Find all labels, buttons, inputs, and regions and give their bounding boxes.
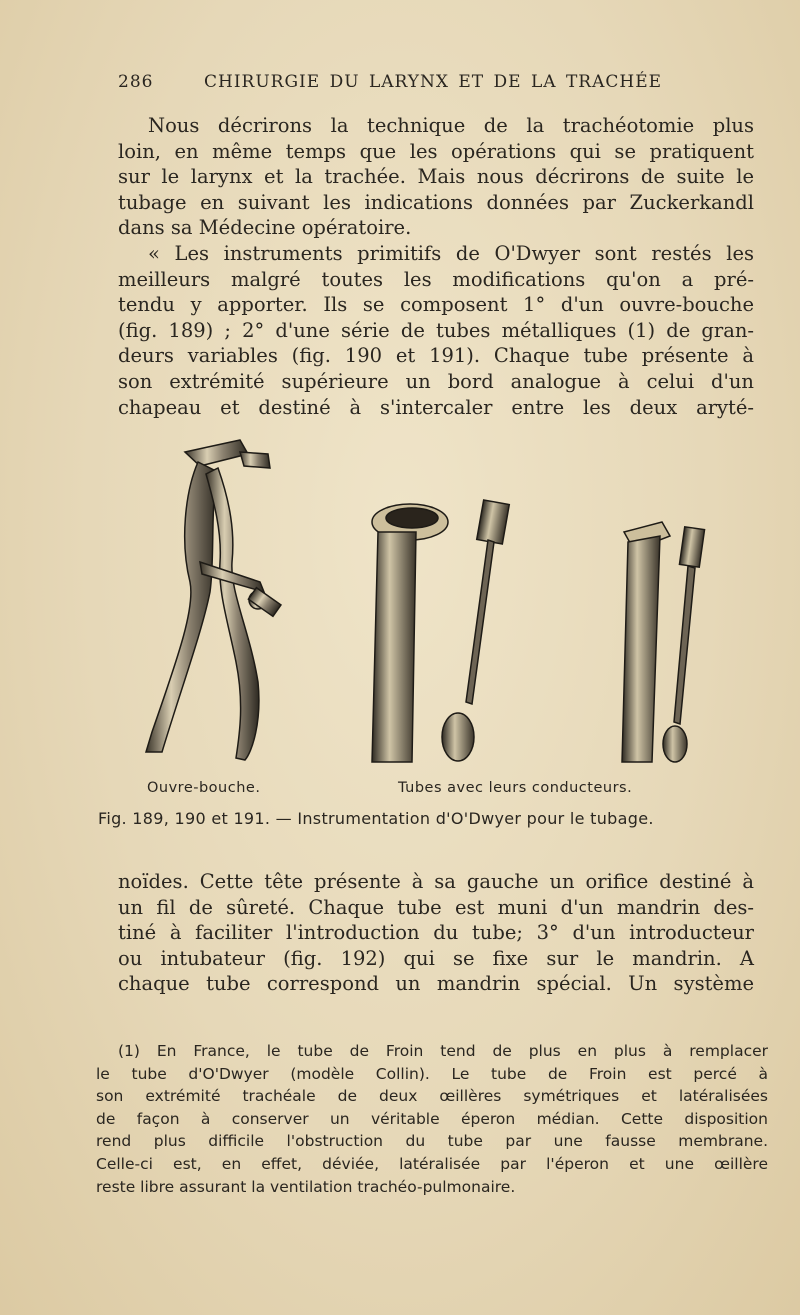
text-line: tiné à faciliter l'introduction du tube; 3° d'un introducteur [118, 921, 754, 945]
figure-caption: Fig. 189, 190 et 191. — Instrumentation d'O'Dwyer pour le tubage. [98, 809, 654, 828]
running-header [118, 72, 758, 100]
caption-tubes: Tubes avec leurs conducteurs. [398, 780, 633, 796]
text-line: meilleurs malgré toutes les modifications qu'on a pré- [118, 267, 754, 291]
text-line: dans sa Médecine opératoire. [118, 216, 412, 240]
footnote-line: Celle-ci est, en effet, déviée, latéralisée par l'éperon et une œillère [96, 1154, 768, 1173]
body-text-bottom [118, 869, 754, 997]
text-line: son extrémité supérieure un bord analogue à celui d'un [118, 369, 754, 393]
footnote [96, 1040, 768, 1198]
tube-small-drawing [622, 522, 705, 762]
caption-mouth-gag: Ouvre-bouche. [147, 780, 261, 796]
mouth-gag-drawing [146, 440, 281, 760]
footnote-line: son extrémité trachéale de deux œillères symétriques et latéralisées [96, 1087, 768, 1106]
text-line: « Les instruments primitifs de O'Dwyer sont restés les [148, 241, 754, 265]
text-line: un fil de sûreté. Chaque tube est muni d'un mandrin des- [118, 895, 754, 919]
text-line: chaque tube correspond un mandrin spécial. Un système [118, 972, 754, 996]
text-line: (fig. 189) ; 2° d'une série de tubes métalliques (1) de gran- [118, 318, 754, 342]
text-line: loin, en même temps que les opérations qui se pratiquent [118, 139, 754, 163]
text-line: Nous décrirons la technique de la trachéotomie plus [148, 114, 754, 137]
text-line: chapeau et destiné à s'intercaler entre les deux aryté- [118, 395, 754, 419]
body-text-top [118, 113, 754, 420]
text-line: noïdes. Cette tête présente à sa gauche un orifice destiné à [118, 870, 754, 893]
text-line: tendu y apporter. Ils se composent 1° d'un ouvre-bouche [118, 293, 754, 317]
footnote-line: de façon à conserver un véritable éperon médian. Cette disposition [96, 1109, 768, 1128]
instrument-illustration [140, 432, 720, 772]
footnote-line: le tube d'O'Dwyer (modèle Collin). Le tube de Froin est percé à [96, 1064, 768, 1083]
instruments-engraving [140, 432, 720, 772]
text-line: ou intubateur (fig. 192) qui se fixe sur le mandrin. A [118, 946, 754, 970]
tube-large-drawing [372, 500, 509, 762]
running-title: CHIRURGIE DU LARYNX ET DE LA TRACHÉE [204, 72, 663, 92]
text-line: deurs variables (fig. 190 et 191). Chaque tube présente à [118, 344, 754, 368]
page-number: 286 [118, 72, 154, 92]
footnote-line: (1) En France, le tube de Froin tend de plus en plus à remplacer [118, 1042, 768, 1060]
text-line: tubage en suivant les indications données par Zuckerkandl [118, 190, 754, 214]
footnote-line: rend plus difficile l'obstruction du tube par une fausse membrane. [96, 1132, 768, 1151]
footnote-line: reste libre assurant la ventilation trachéo-pulmonaire. [96, 1177, 516, 1196]
text-line: sur le larynx et la trachée. Mais nous décrirons de suite le [118, 165, 754, 189]
